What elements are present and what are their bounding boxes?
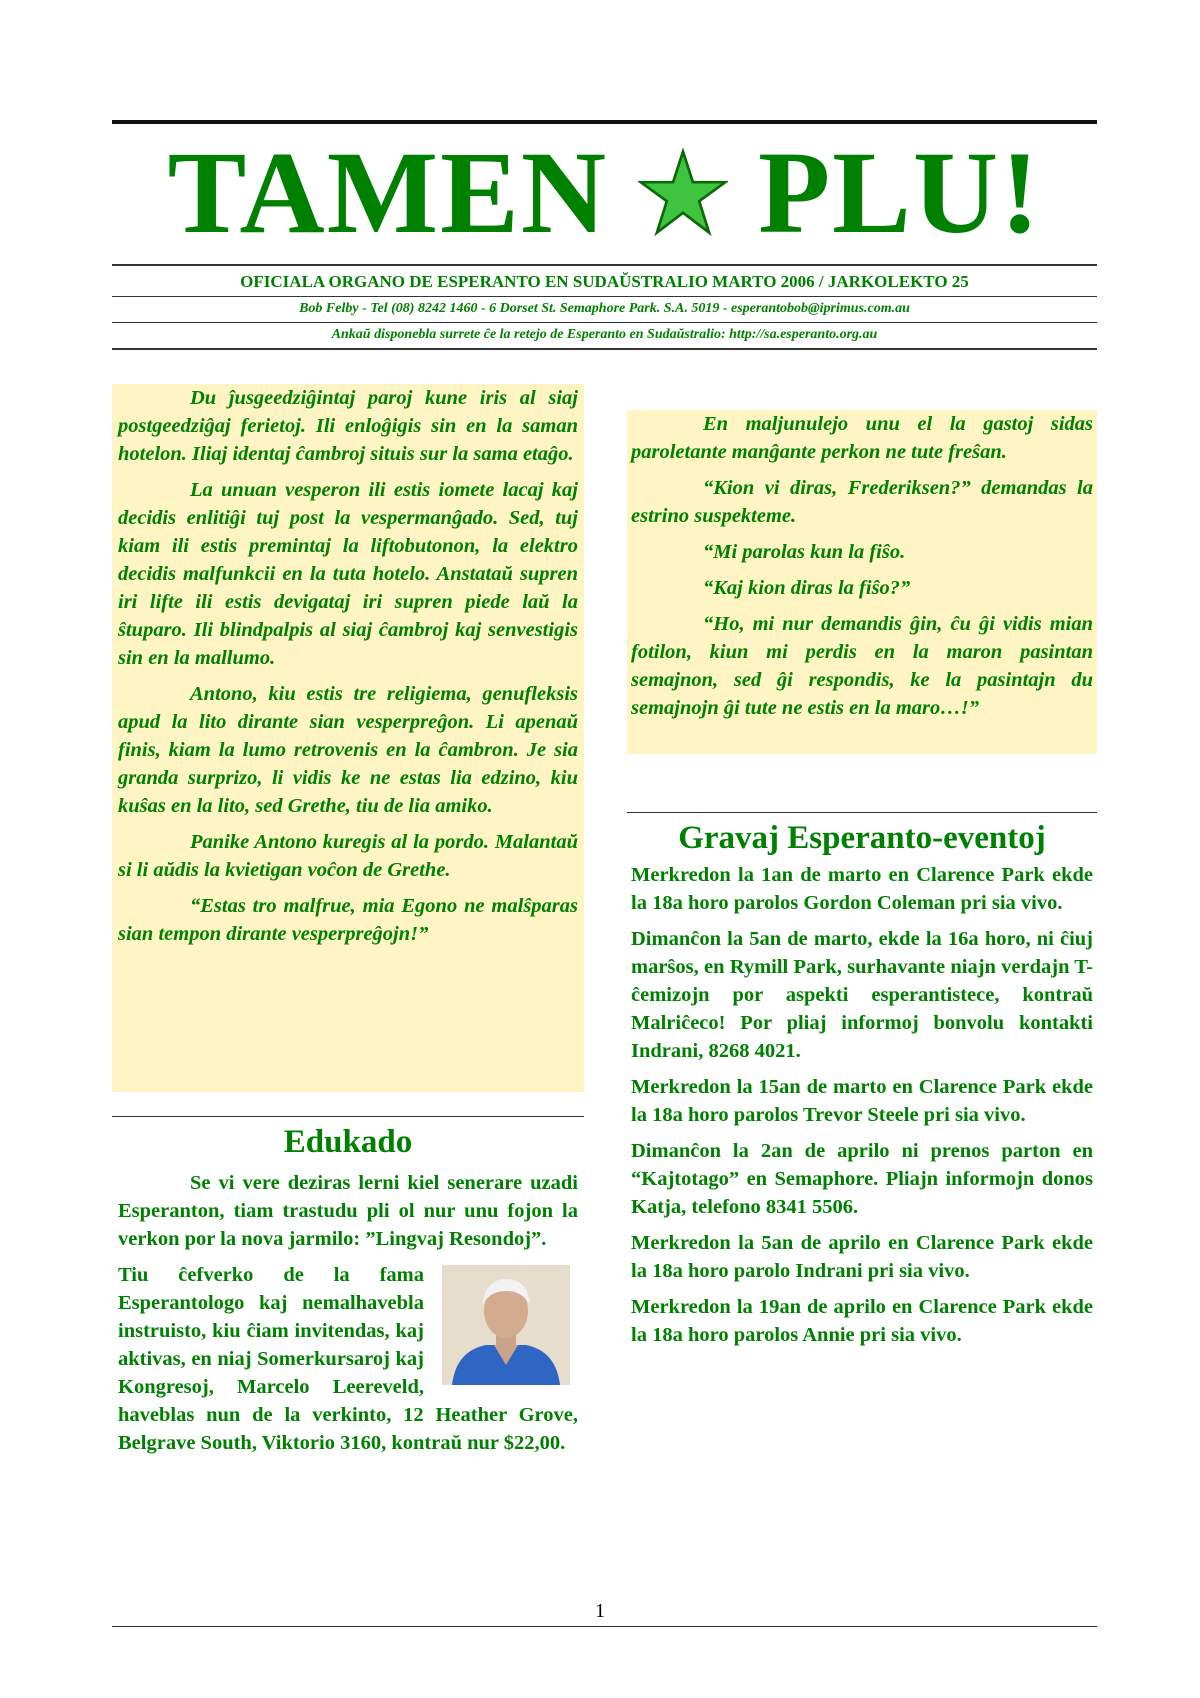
masthead-right-word: PLU! bbox=[758, 127, 1042, 258]
contact-line: Bob Felby - Tel (08) 8242 1460 - 6 Dorset St. Semaphore Park. S.A. 5019 - esperantobob@iprimus.com.au bbox=[299, 301, 910, 316]
story-paragraph: En maljunulejo unu el la gastoj sidas paroletante manĝante perkon ne tute freŝan. bbox=[631, 413, 1093, 463]
event-item: Merkredon la 5an de aprilo en Clarence Park ekde la 18a horo parolo Indrani pri sia vivo. bbox=[631, 1232, 1093, 1282]
story-left-box bbox=[112, 384, 584, 1092]
green-star-icon bbox=[638, 148, 728, 238]
author-photo bbox=[442, 1265, 570, 1385]
story-paragraph: Antono, kiu estis tre religiema, genufleksis apud la lito dirante sian vesperpreĝon. Li apenaŭ finis, kiam la lumo retrovenis en la ĉambron. Je sia granda surprizo, li vidis ke ne estas lia edzino, kiu kuŝas en la lito, sed Grethe, tiu de lia amiko. bbox=[118, 683, 578, 817]
story-right-box bbox=[627, 410, 1097, 754]
story-paragraph: Du ĵusgeedziĝintaj paroj kune iris al siaj postgeedziĝaj ferietoj. Ili enloĝigis sin en la saman hotelon. Iliaj identaj ĉambroj situis sur la sama etaĝo. bbox=[118, 387, 578, 465]
official-organ-line: OFICIALA ORGANO DE ESPERANTO EN SUDAŬSTRALIO MARTO 2006 / JARKOLEKTO 25 bbox=[240, 272, 969, 291]
banner-rule-1 bbox=[112, 264, 1097, 266]
edukado-intro: Se vi vere deziras lerni kiel senerare uzadi Esperanton, tiam trastudu pli ol nur unu fojon la verkon por la nova jarmilo: ”Lingvaj Resondoj”. bbox=[118, 1172, 578, 1250]
story-paragraph: “Ho, mi nur demandis ĝin, ĉu ĝi vidis mian fotilon, kiun mi perdis en la maron pasintan semajnon, sed ĝi respondis, ke la pasintajn du semajnojn ĝi tute ne estis en la maro…!” bbox=[631, 613, 1093, 719]
events-heading: Gravaj Esperanto-eventoj bbox=[678, 820, 1046, 856]
edukado-section bbox=[112, 1124, 584, 1465]
banner-rule-3 bbox=[112, 322, 1097, 323]
story-paragraph: La unuan vesperon ili estis iomete lacaj kaj decidis enlitiĝi tuj post la vespermanĝado. Sed, tuj kiam ili estis premintaj la liftobutonon, la elektro decidis malfunkcii en la tuta hotelo. Anstataŭ supren iri lifte ili estis devigataj iri supren piede laŭ la ŝtuparo. Ili blindpalpis al siaj ĉambroj kaj senvestigis sin en la mallumo. bbox=[118, 479, 578, 669]
masthead bbox=[112, 128, 1097, 258]
story-paragraph: “Kion vi diras, Frederiksen?” demandas la estrino suspekteme. bbox=[631, 477, 1093, 527]
banner-rule-2 bbox=[112, 296, 1097, 297]
edukado-heading: Edukado bbox=[283, 1124, 413, 1160]
story-paragraph: “Kaj kion diras la fiŝo?” bbox=[703, 577, 911, 599]
event-item: Dimanĉon la 2an de aprilo ni prenos parton en “Kajtotago” en Semaphore. Pliajn informojn donos Katja, telefono 8341 5506. bbox=[631, 1140, 1093, 1218]
event-item: Merkredon la 1an de marto en Clarence Park ekde la 18a horo parolos Gordon Coleman pri sia vivo. bbox=[631, 864, 1093, 914]
event-item: Dimanĉon la 5an de marto, ekde la 16a horo, ni ĉiuj marŝos, en Rymill Park, surhavante niajn verdajn T-ĉemizojn por aspekti esperantistece, kontraŭ Malriĉeco! Por pliaj informoj bonvolu kontakti Indrani, 8268 4021. bbox=[631, 928, 1093, 1062]
banner-rule-4 bbox=[112, 348, 1097, 350]
events-rule bbox=[627, 812, 1097, 813]
event-item: Merkredon la 19an de aprilo en Clarence Park ekde la 18a horo parolos Annie pri sia vivo. bbox=[631, 1296, 1093, 1346]
masthead-left-word: TAMEN bbox=[167, 127, 609, 258]
event-item: Merkredon la 15an de marto en Clarence Park ekde la 18a horo parolos Trevor Steele pri sia vivo. bbox=[631, 1076, 1093, 1126]
events-section bbox=[627, 820, 1097, 1357]
story-paragraph: Panike Antono kuregis al la pordo. Malantaŭ si li aŭdis la kvietigan voĉon de Grethe. bbox=[118, 831, 578, 881]
page-number: 1 bbox=[595, 1600, 605, 1622]
footer-rule bbox=[112, 1626, 1097, 1627]
website-line: Ankaŭ disponebla surrete ĉe la retejo de Esperanto en Sudaŭstralio: http://sa.esperanto.org.au bbox=[331, 327, 878, 342]
story-paragraph: “Mi parolas kun la fiŝo. bbox=[703, 541, 906, 563]
edukado-body: Tiu ĉefverko de la fama Esperantologo kaj nemalhavebla instruisto, kiu ĉiam invitendas, kaj aktivas, en niaj Somerkursaroj kaj Kongresoj, Marcelo Leereveld, haveblas nun de la verkinto, 12 Heather Grove, Belgrave South, Viktorio 3160, kontraŭ nur $22,00. bbox=[118, 1264, 578, 1454]
portrait-image bbox=[442, 1265, 570, 1385]
edukado-rule bbox=[112, 1116, 584, 1117]
top-rule bbox=[112, 120, 1097, 124]
story-paragraph: “Estas tro malfrue, mia Egono ne malŝparas sian tempon dirante vesperpreĝojn!” bbox=[118, 895, 578, 945]
